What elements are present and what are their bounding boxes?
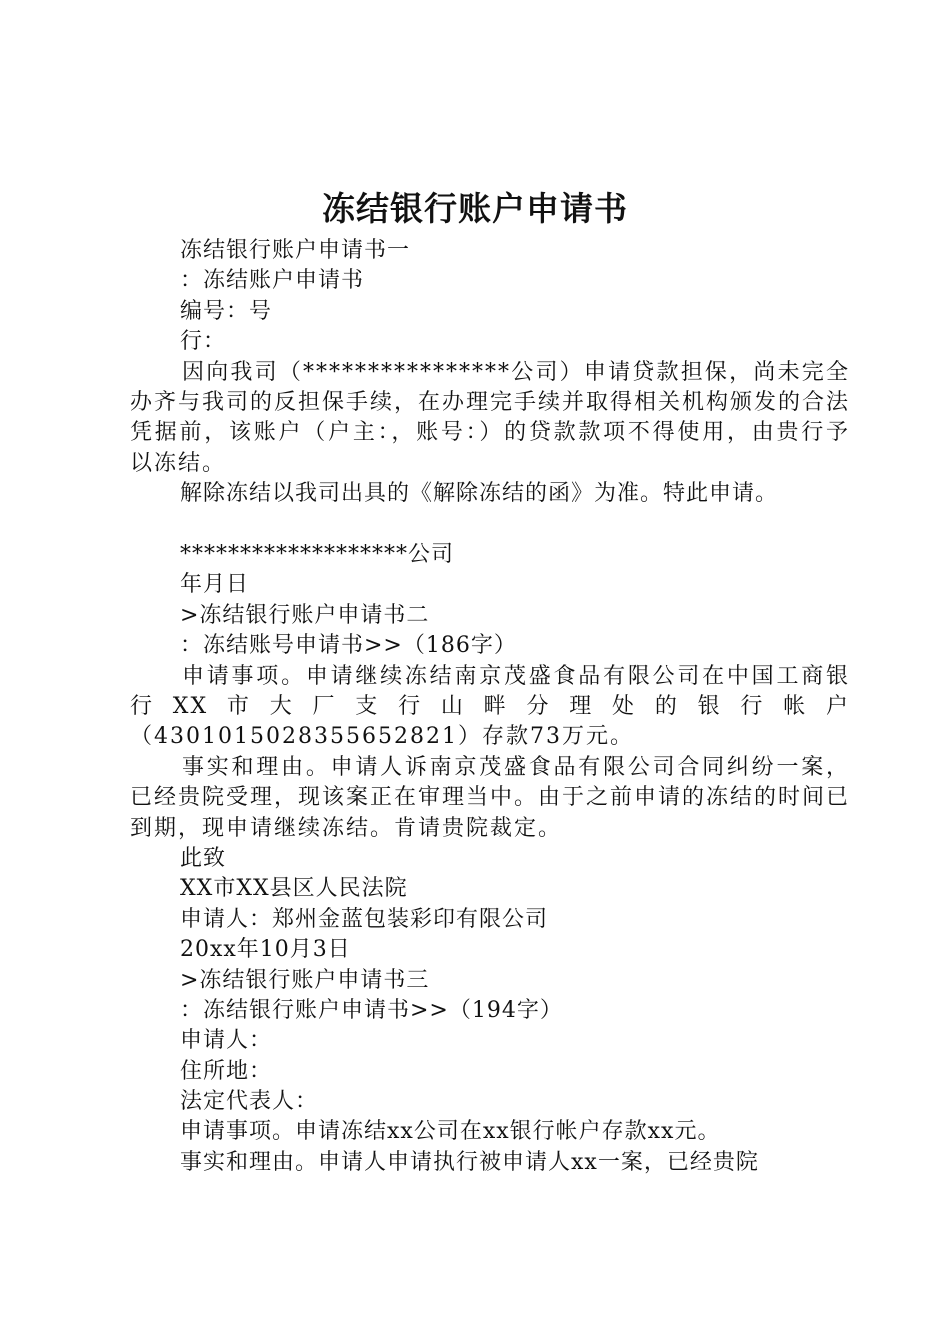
paragraph-request: 申请事项。申请继续冻结南京茂盛食品有限公司在中国工商银行XX市大厂支行山畔分理处的银行帐户（4301015028355652821）存款73万元。 [130,663,850,750]
paragraph-facts: 事实和理由。申请人诉南京茂盛食品有限公司合同纠纷一案，已经贵院受理，现该案正在审理当中。由于之前申请的冻结的时间已到期，现申请继续冻结。肯请贵院裁定。 [130,754,851,841]
date-line-2: 20xx年10月3日 [180,937,351,963]
salutation: 此致 [180,845,227,871]
date-line: 年月日 [180,572,250,598]
court-name: XX市XX县区人民法院 [180,876,408,902]
applicant-line: 申请人：郑州金蓝包装彩印有限公司 [180,906,549,932]
number-line: 编号：号 [180,298,273,324]
address-field: 住所地： [180,1058,273,1084]
blank-line [130,510,850,540]
document-title: 冻结银行账户申请书 [322,189,628,228]
paragraph-unfreeze: 解除冻结以我司出具的《解除冻结的函》为准。特此申请。 [180,481,779,507]
applicant-field: 申请人： [180,1028,273,1054]
request-item-line: 申请事项。申请冻结xx公司在xx银行帐户存款xx元。 [180,1119,721,1145]
document-body [130,236,850,1178]
section-heading-1: 冻结银行账户申请书一 [180,238,411,263]
company-signature: *******************公司 [180,541,455,567]
bank-line: 行： [180,329,227,355]
subject-line-3: ：冻结银行账户申请书>>（194字） [180,997,563,1023]
section-heading-2: >冻结银行账户申请书二 [180,602,430,628]
subject-line-2: ：冻结账号申请书>>（186字） [180,633,517,659]
facts-line: 事实和理由。申请人申请执行被申请人xx一案，已经贵院 [180,1149,759,1175]
paragraph-freeze-reason: 因向我司（****************公司）申请贷款担保，尚未完全办齐与我司的反担保手续，在办理完手续并取得相关机构颁发的合法凭据前，该账户（户主：，账号：）的贷款款项不得使用，由贵行予以冻结。 [130,359,851,476]
section-heading-3: >冻结银行账户申请书三 [180,967,430,993]
legal-rep-field: 法定代表人： [180,1089,319,1115]
subject-line: ：冻结账户申请书 [180,268,365,294]
